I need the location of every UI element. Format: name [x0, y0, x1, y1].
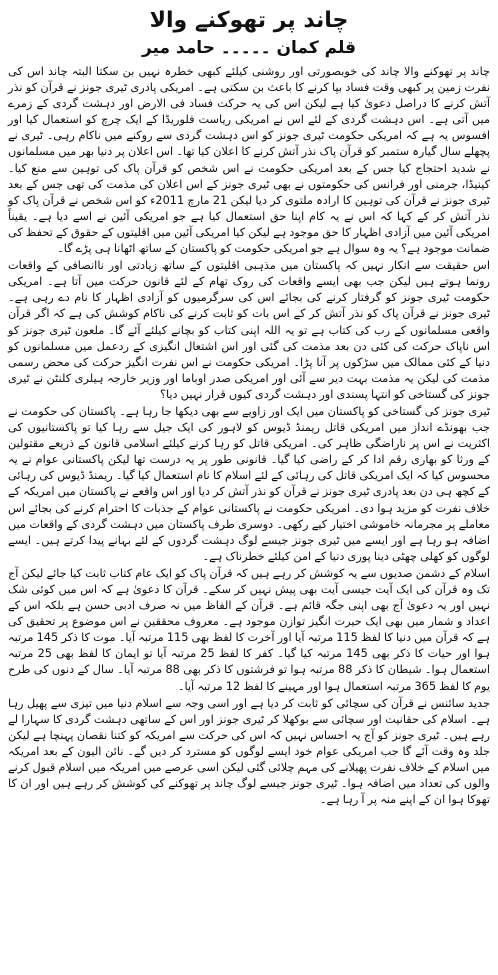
article-paragraph: چاند پر تھوکنے والا چاند کی خوبصورتی اور روشنی کیلئے کبھی خطرہ نہیں بن سکتا البتہ چاند اس کی نفرت زمین پر کبھی وقت فساد بپا کرنے کا باعث بن سکتی ہے۔ امریکی پادری ٹیری جونز نے قرآن کو نذر آتش کرنے کا دراصل دعویٰ کیا ہے لیکن اس کی یہ حرکت فساد فی الارض اور دہشت گردی کے زمرے میں آتی ہے۔ اس دہشت گردی کے لئے اس نے امریکی ریاست فلوریڈا کے ایک چرچ کو استعمال کیا اور افسوس یہ ہے کہ امریکی حکومت ٹیری جونز کو اس دہشت گردی سے روکنے میں ناکام رہی۔ ٹیری نے پچھلے سال گیارہ ستمبر کو قرآن پاک نذر آتش کرنے کا اعلان کیا تھا۔ اس اعلان پر دنیا بھر میں مسلمانوں نے شدید احتجاج کیا جس کے بعد امریکی حکومت نے اس شخص کو قرآن پاک کی توہین سے منع کیا۔ کینیڈا، جرمنی اور فرانس کی حکومتوں نے بھی ٹیری جونز کے اس اعلان کی مذمت کی تھی جس کے بعد ٹیری جونز نے قرآن کی توہین کا ارادہ ملتوی کر دیا لیکن 21 مارچ 2011ء کو اس شخص نے قرآن پاک کو نذر آتش کر کے کہا کہ اس نے یہ کام اپنا حق استعمال کیا ہے جو امریکی آئین نے اسے دیا ہے۔ یقیناً امریکی آئین میں آزادی اظہار کا حق موجود ہے لیکن کیا امریکی آئین میں اقلیتوں کے حقوق کے تحفظ کی ضمانت موجود ہے؟ یہ وہ سوال ہے جو امریکی حکومت کو پاکستان کے ساتھ اٹھانا ہی پڑے گا۔	[8, 65, 490, 256]
article-paragraph: اس حقیقت سے انکار نہیں کہ پاکستان میں مذہبی اقلیتوں کے ساتھ زیادتی اور ناانصافی کے واقعات رونما ہوتے ہیں لیکن جب بھی ایسے واقعات کی روک تھام کے لئے قانون حرکت میں آتا ہے۔ امریکی حکومت ٹیری جونز کو گرفتار کرنے کی بجائے اس کی سرگرمیوں کو آزادی اظہار کا نام دے رہی ہے۔ ٹیری جونز نے قرآن پاک کو نذر آتش کر کے اس بات کو ثابت کرنے کی ناکام کوشش کی ہے کہ اگر قرآن واقعی مسلمانوں کے رب کی کتاب ہے تو یہ اللہ اپنی کتاب کو بچانے کیلئے آئے گا۔ ملعون ٹیری جونز کو اس ناپاک حرکت کی کئی دن بعد مذمت کی گئی اور اس اشتعال انگیزی کے ردعمل میں مسلمانوں کو دنیا کے کئی ممالک میں سڑکوں پر آنا پڑا۔ امریکی حکومت نے اس نفرت انگیز حرکت کی محض رسمی مذمت کی لیکن یہ مذمت بہت دیر سے آئی اور امریکی صدر اوباما اور وزیر خارجہ ہیلری کلنٹن نے ٹیری جونز کی گستاخی کو انتہا پسندی اور دہشت گردی کیوں قرار نہیں دیا؟	[8, 259, 490, 401]
article-paragraph: اسلام کے دشمن صدیوں سے یہ کوشش کر رہے ہیں کہ قرآن پاک کو ایک عام کتاب ثابت کیا جائے لیکن آج تک وہ قرآن کی ایک آیت جیسی آیت بھی پیش نہیں کر سکے۔ قرآن کا دعویٰ ہے کہ اس میں کوئی شک نہیں اور یہ دعویٰ آج بھی اپنی جگہ قائم ہے۔ قرآن کے الفاظ میں نہ صرف ادبی حسن ہے بلکہ اس کے اعداد و شمار میں بھی ایک حیرت انگیز توازن موجود ہے۔ معروف محققین نے اس موضوع پر تحقیق کی ہے کہ قرآن میں دنیا کا لفظ 115 مرتبہ آیا اور آخرت کا لفظ بھی 115 مرتبہ آیا۔ موت کا ذکر 145 مرتبہ ہوا اور حیات کا ذکر بھی 145 مرتبہ کیا گیا۔ کفر کا لفظ 25 مرتبہ آیا تو ایمان کا لفظ بھی 25 مرتبہ استعمال ہوا۔ شیطان کا ذکر 88 مرتبہ ہوا تو فرشتوں کا ذکر بھی 88 مرتبہ آیا۔ سال کے دنوں کی طرح یوم کا لفظ 365 مرتبہ استعمال ہوا اور مہینے کا لفظ 12 مرتبہ آیا۔	[8, 566, 490, 693]
article-paragraph: جدید سائنس نے قرآن کی سچائی کو ثابت کر دیا ہے اور اسی وجہ سے اسلام دنیا میں تیزی سے پھیل رہا ہے۔ اسلام کی حقانیت اور سچائی سے بوکھلا کر ٹیری جونز اور اس کے ساتھی دہشت گردی کا سہارا لے رہے ہیں۔ ٹیری جونز کو آج یہ احساس نہیں کہ اس کی حرکت سے امریکہ کو کتنا نقصان پہنچا ہے لیکن جلد وہ وقت آئے گا جب امریکی عوام خود ایسے لوگوں کو مسترد کر دیں گے۔ نائن الیون کے بعد امریکہ میں اسلام کے خلاف نفرت پھیلانے کی مہم چلائی گئی لیکن اسی عرصے میں امریکہ میں اسلام قبول کرنے والوں کی تعداد میں اضافہ ہوا۔ ٹیری جونز جیسے لوگ چاند پر تھوکنے کی کوشش کر رہے ہیں اور ان کا تھوکا ہوا ان کے اپنے منہ پر آ رہا ہے۔	[8, 696, 490, 807]
article-paragraph: ٹیری جونز کی گستاخی کو پاکستان میں ایک اور زاویے سے بھی دیکھا جا رہا ہے۔ پاکستان کی حکومت نے جب بھونڈے انداز میں امریکی قاتل ریمنڈ ڈیوس کو لاہور کی ایک جیل سے رہا کیا تو پاکستانیوں کی اکثریت نے اس پر ناراضگی ظاہر کی۔ امریکی قاتل کو رہا کرنے کیلئے اسلامی قانون کے ذریعے مقتولین کے ورثا کو بھاری رقم ادا کر کے راضی کیا گیا۔ قانونی طور پر یہ درست تھا لیکن پاکستانی عوام نے یہ محسوس کیا کہ ایک امریکی قاتل کی رہائی کے لئے اسلام کا نام استعمال کیا گیا۔ ریمنڈ ڈیوس کی رہائی کے کچھ ہی دن بعد پادری ٹیری جونز نے قرآن کو نذر آتش کر دیا اور اس واقعے نے پاکستان میں امریکہ کے خلاف نفرت کو مزید ہوا دی۔ امریکی حکومت نے پاکستانی عوام کے جذبات کا احترام کرنے کی بجائے اس معاملے پر مجرمانہ خاموشی اختیار کیے رکھی۔ دوسری طرف پاکستان میں دہشت گردی کے واقعات میں اضافہ ہو رہا ہے اور ایسے میں ٹیری جونز جیسے لوگ دہشت گردوں کے لئے بہانے پیدا کرتے ہیں۔ ایسے لوگوں کو کھلی چھٹی دینا پوری دنیا کے امن کیلئے خطرناک ہے۔	[8, 404, 490, 563]
article-body	[8, 64, 490, 808]
article-headline: چاند پر تھوکنے والا	[149, 8, 349, 33]
article-byline: قلم کمان ۔۔۔۔۔ حامد میر	[141, 38, 357, 58]
